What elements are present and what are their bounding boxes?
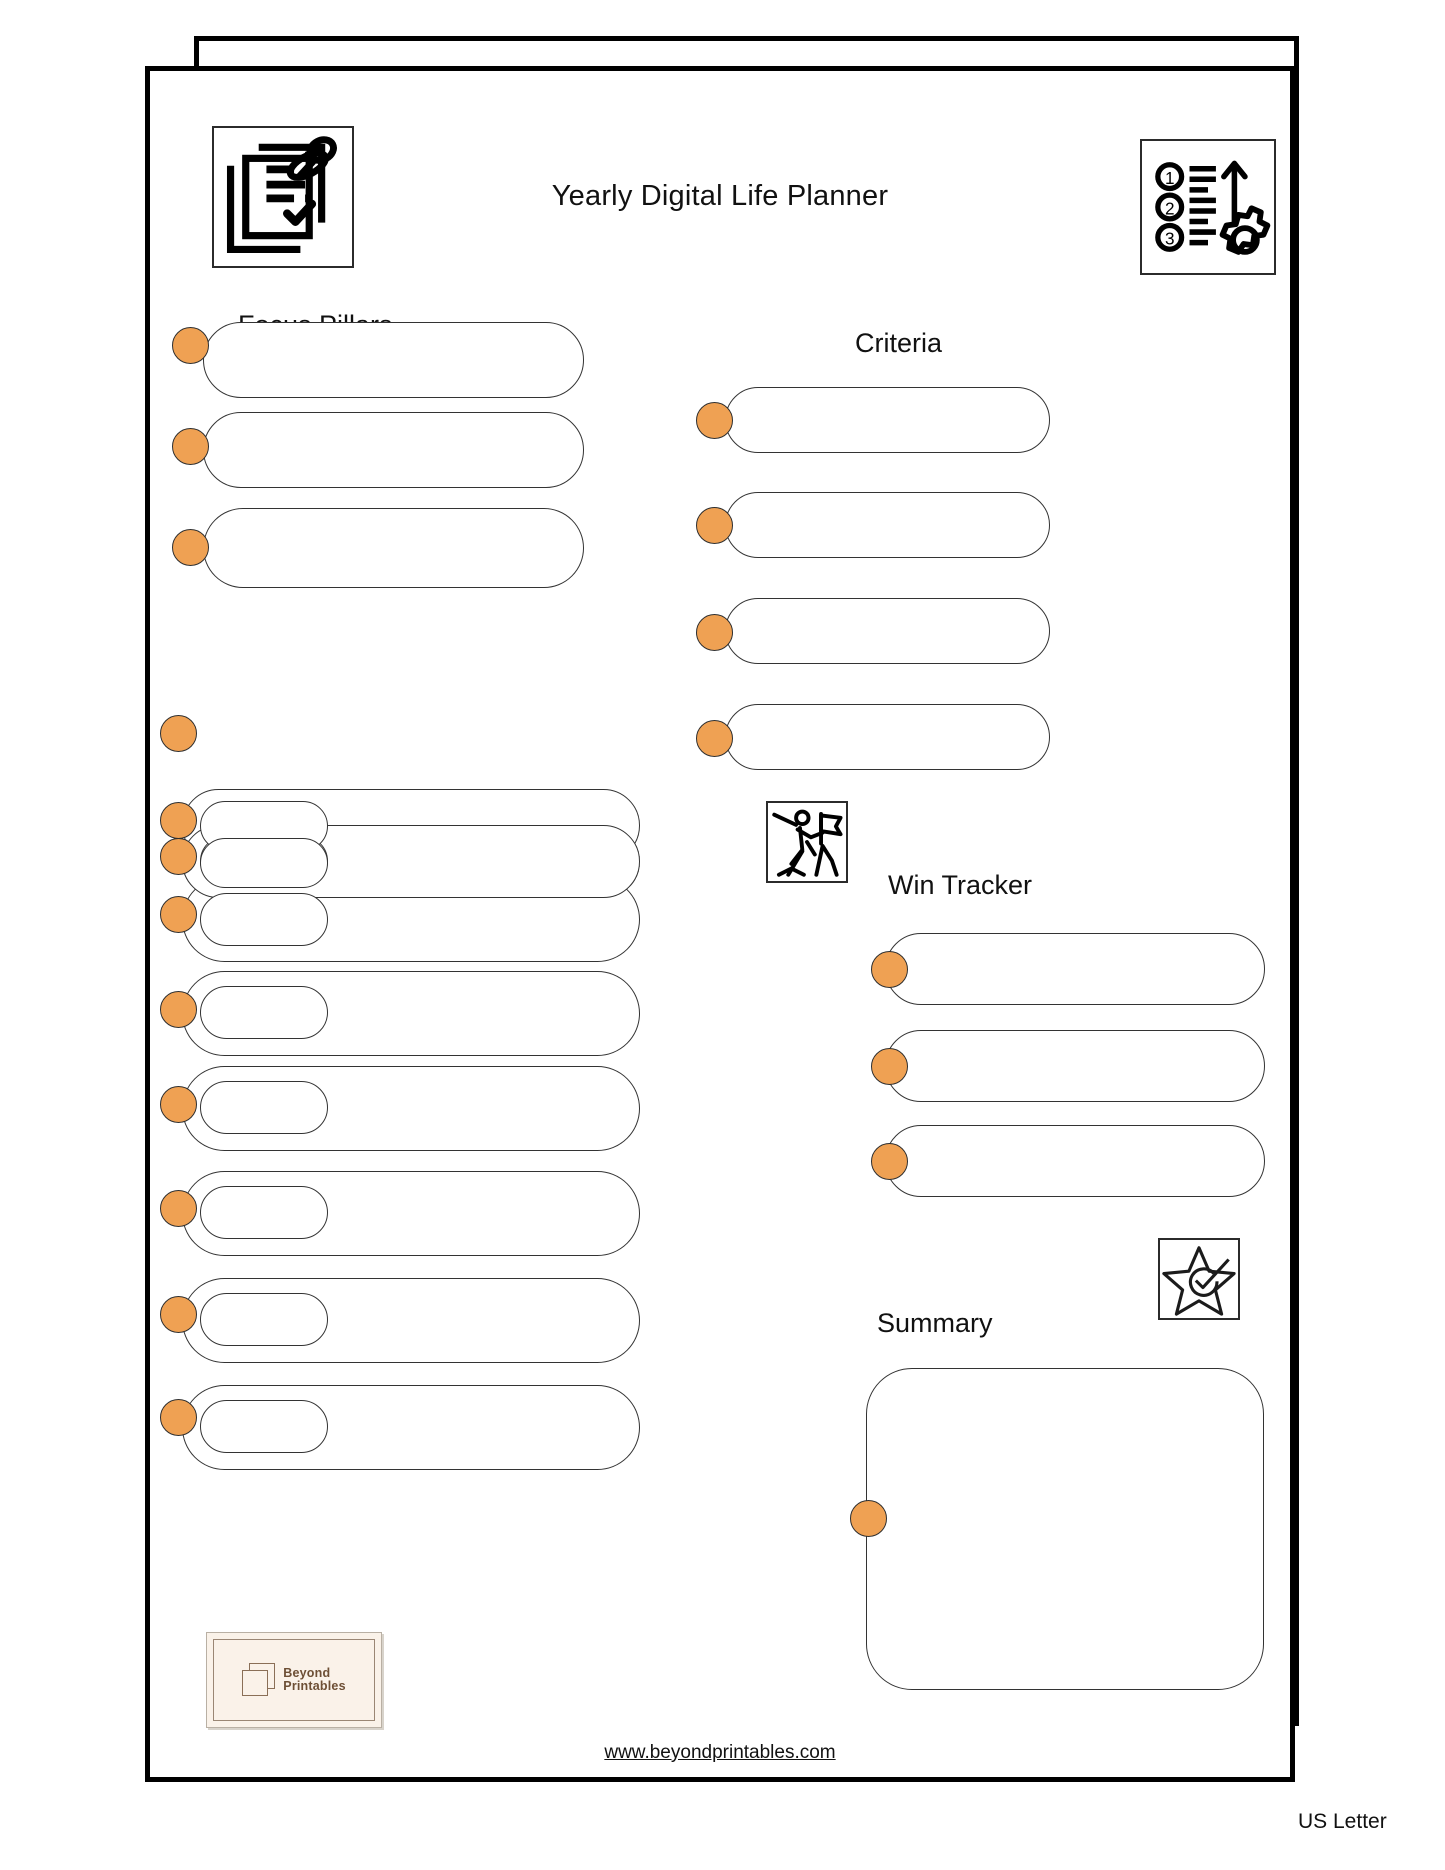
lane-bullet-7[interactable] <box>160 1296 197 1333</box>
focus-pillar-bullet-3[interactable] <box>172 529 209 566</box>
criteria-bullet-3[interactable] <box>696 614 733 651</box>
focus-pillar-field-1[interactable] <box>203 322 584 398</box>
brand-logo-inner <box>213 1639 375 1721</box>
brand-name-line1: Beyond <box>283 1665 331 1680</box>
brand-logo <box>206 1632 382 1728</box>
lane-bullet-3[interactable] <box>160 896 197 933</box>
lane-bullet-5[interactable] <box>160 1086 197 1123</box>
criteria-bullet-4[interactable] <box>696 720 733 757</box>
criteria-bullet-1[interactable] <box>696 402 733 439</box>
win-tracker-field-2[interactable] <box>885 1030 1265 1102</box>
stacked-squares-icon <box>242 1663 276 1697</box>
criteria-field-4[interactable] <box>725 704 1050 770</box>
lane-bullet-1[interactable] <box>160 838 197 875</box>
lane-field-4[interactable] <box>200 1081 328 1134</box>
focus-pillar-field-2[interactable] <box>203 412 584 488</box>
focus-pillar-field-3[interactable] <box>203 508 584 588</box>
lane-field-3[interactable] <box>200 986 328 1039</box>
lane-field-5[interactable] <box>200 1186 328 1239</box>
svg-text:3: 3 <box>1164 228 1175 249</box>
win-tracker-field-3[interactable] <box>885 1125 1265 1197</box>
lane-field-first[interactable] <box>200 838 328 888</box>
lane-field-6[interactable] <box>200 1293 328 1346</box>
section-heading-win-tracker: Win Tracker <box>888 870 1033 900</box>
lane-field-2[interactable] <box>200 893 328 946</box>
win-tracker-field-1[interactable] <box>885 933 1265 1005</box>
brand-name-line2: Printables <box>283 1679 346 1693</box>
lane-bullet-8[interactable] <box>160 1399 197 1436</box>
documents-checklist-pin-icon <box>212 126 354 268</box>
criteria-field-1[interactable] <box>725 387 1050 453</box>
footer-website-url[interactable]: www.beyondprintables.com <box>604 1742 836 1763</box>
focus-pillar-bullet-2[interactable] <box>172 428 209 465</box>
win-tracker-bullet-2[interactable] <box>871 1048 908 1085</box>
lane-bullet-6[interactable] <box>160 1190 197 1227</box>
page-title: Yearly Digital Life Planner <box>551 180 889 212</box>
lane-bullet-4[interactable] <box>160 991 197 1028</box>
win-tracker-bullet-3[interactable] <box>871 1143 908 1180</box>
summary-field[interactable] <box>866 1368 1264 1690</box>
svg-text:1: 1 <box>1164 167 1175 188</box>
lane-bullet-2[interactable] <box>160 802 197 839</box>
section-heading-criteria: Criteria <box>855 328 943 358</box>
section-heading-summary: Summary <box>877 1308 993 1338</box>
criteria-field-3[interactable] <box>725 598 1050 664</box>
criteria-bullet-2[interactable] <box>696 507 733 544</box>
paper-size-label: US Letter <box>1298 1810 1387 1833</box>
win-tracker-bullet-1[interactable] <box>871 951 908 988</box>
focus-pillar-bullet-1[interactable] <box>172 327 209 364</box>
summary-bullet[interactable] <box>850 1500 887 1537</box>
svg-text:2: 2 <box>1164 198 1175 219</box>
numbered-list-gear-icon <box>1140 139 1276 275</box>
brand-logo-text <box>283 1667 345 1694</box>
lane-field-7[interactable] <box>200 1400 328 1453</box>
climber-flag-summit-icon <box>766 801 848 883</box>
criteria-field-2[interactable] <box>725 492 1050 558</box>
star-check-icon <box>1158 1238 1240 1320</box>
